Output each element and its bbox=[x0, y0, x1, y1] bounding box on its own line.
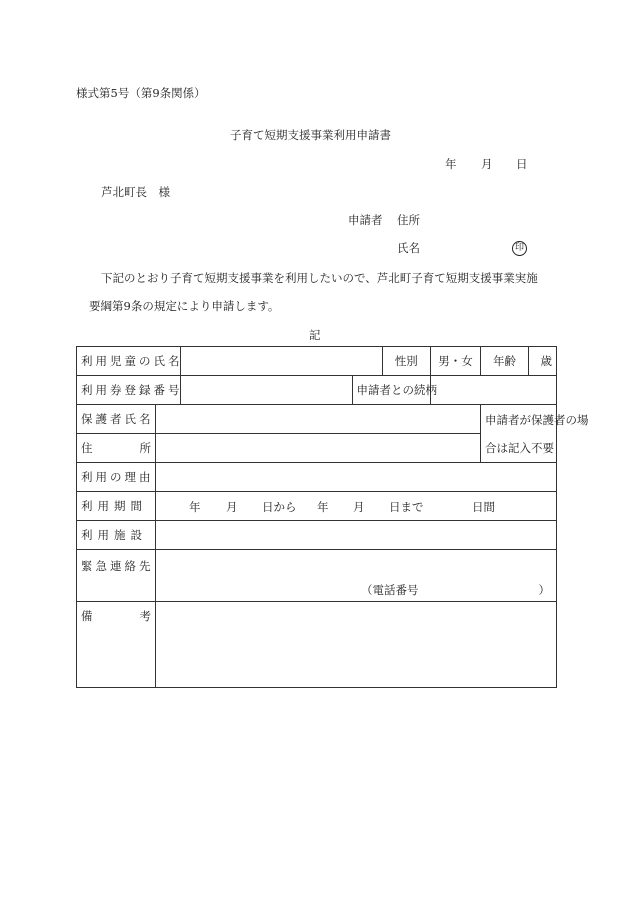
seal-icon: 印 bbox=[512, 241, 527, 256]
ticket-number-label bbox=[77, 376, 181, 405]
address-label bbox=[77, 434, 156, 463]
child-name-label: 利用児童の氏名 bbox=[77, 347, 181, 376]
age-label: 年齢 bbox=[481, 347, 529, 376]
child-name-field[interactable] bbox=[181, 347, 431, 376]
guardian-note-line-2: 合は記入不要 bbox=[485, 440, 554, 455]
guardian-note bbox=[481, 405, 589, 463]
address-label-left: 住 bbox=[81, 441, 93, 455]
seal-mark bbox=[512, 239, 527, 256]
period-field[interactable] bbox=[156, 492, 557, 521]
ticket-number-field[interactable] bbox=[181, 376, 437, 405]
phone-open: （電話番号 bbox=[361, 583, 419, 597]
address-field[interactable] bbox=[156, 434, 481, 463]
body-line-1: 下記のとおり子育て短期支援事業を利用したいので、芦北町子育て短期支援事業実施 bbox=[101, 271, 538, 285]
application-table bbox=[76, 346, 589, 688]
remarks-label-left: 備 bbox=[81, 609, 93, 623]
table-row bbox=[77, 550, 557, 602]
table-row bbox=[77, 376, 557, 405]
applicant-address-label: 住所 bbox=[397, 213, 420, 227]
period-day-2: 日まで bbox=[389, 500, 424, 514]
guardian-name-field[interactable] bbox=[156, 405, 481, 434]
remarks-label bbox=[77, 602, 156, 688]
period-day-1: 日から bbox=[262, 500, 297, 514]
relationship-label: 申請者との続柄 bbox=[356, 383, 437, 397]
date-month-label: 月 bbox=[481, 157, 493, 171]
applicant-name-label: 氏名 bbox=[397, 241, 420, 255]
emergency-field[interactable] bbox=[156, 550, 557, 602]
facility-field[interactable] bbox=[156, 521, 557, 550]
period-days: 日間 bbox=[472, 500, 495, 514]
reason-field[interactable] bbox=[156, 463, 557, 492]
table-row bbox=[77, 347, 557, 376]
table-row bbox=[77, 463, 557, 492]
phone-close: ） bbox=[538, 583, 550, 597]
relationship-field[interactable] bbox=[431, 376, 557, 405]
applicant-label: 申請者 bbox=[348, 213, 383, 227]
form-title: 子育て短期支援事業利用申請書 bbox=[230, 128, 391, 142]
remarks-label-right: 考 bbox=[139, 609, 151, 623]
guardian-name-label: 保護者氏名 bbox=[77, 405, 156, 434]
form-number: 様式第5号（第9条関係） bbox=[76, 86, 206, 100]
date-year-label: 年 bbox=[445, 157, 457, 171]
addressee: 芦北町長 様 bbox=[101, 185, 170, 199]
table-row bbox=[77, 602, 557, 688]
period-year-2: 年 bbox=[317, 500, 329, 514]
emergency-label: 緊急連絡先 bbox=[77, 550, 156, 602]
reason-label: 利用の理由 bbox=[77, 463, 156, 492]
table-row bbox=[77, 492, 557, 521]
guardian-note-line-1: 申請者が保護者の場 bbox=[485, 412, 589, 427]
period-year-1: 年 bbox=[189, 500, 201, 514]
ticket-number-text: 利用券登録番号 bbox=[81, 383, 183, 397]
gender-label: 性別 bbox=[394, 354, 418, 368]
date-day-label: 日 bbox=[516, 157, 528, 171]
age-unit[interactable]: 歳 bbox=[529, 347, 557, 376]
period-month-2: 月 bbox=[353, 500, 365, 514]
table-row bbox=[77, 405, 557, 434]
gender-options[interactable]: 男・女 bbox=[431, 347, 481, 376]
period-month-1: 月 bbox=[226, 500, 238, 514]
body-line-2: 要綱第9条の規定により申請します。 bbox=[89, 299, 280, 313]
period-label: 利用期間 bbox=[77, 492, 156, 521]
remarks-field[interactable] bbox=[156, 602, 557, 688]
address-label-right: 所 bbox=[139, 441, 151, 455]
ki-label: 記 bbox=[309, 328, 321, 342]
facility-label: 利用施設 bbox=[77, 521, 156, 550]
table-row bbox=[77, 521, 557, 550]
